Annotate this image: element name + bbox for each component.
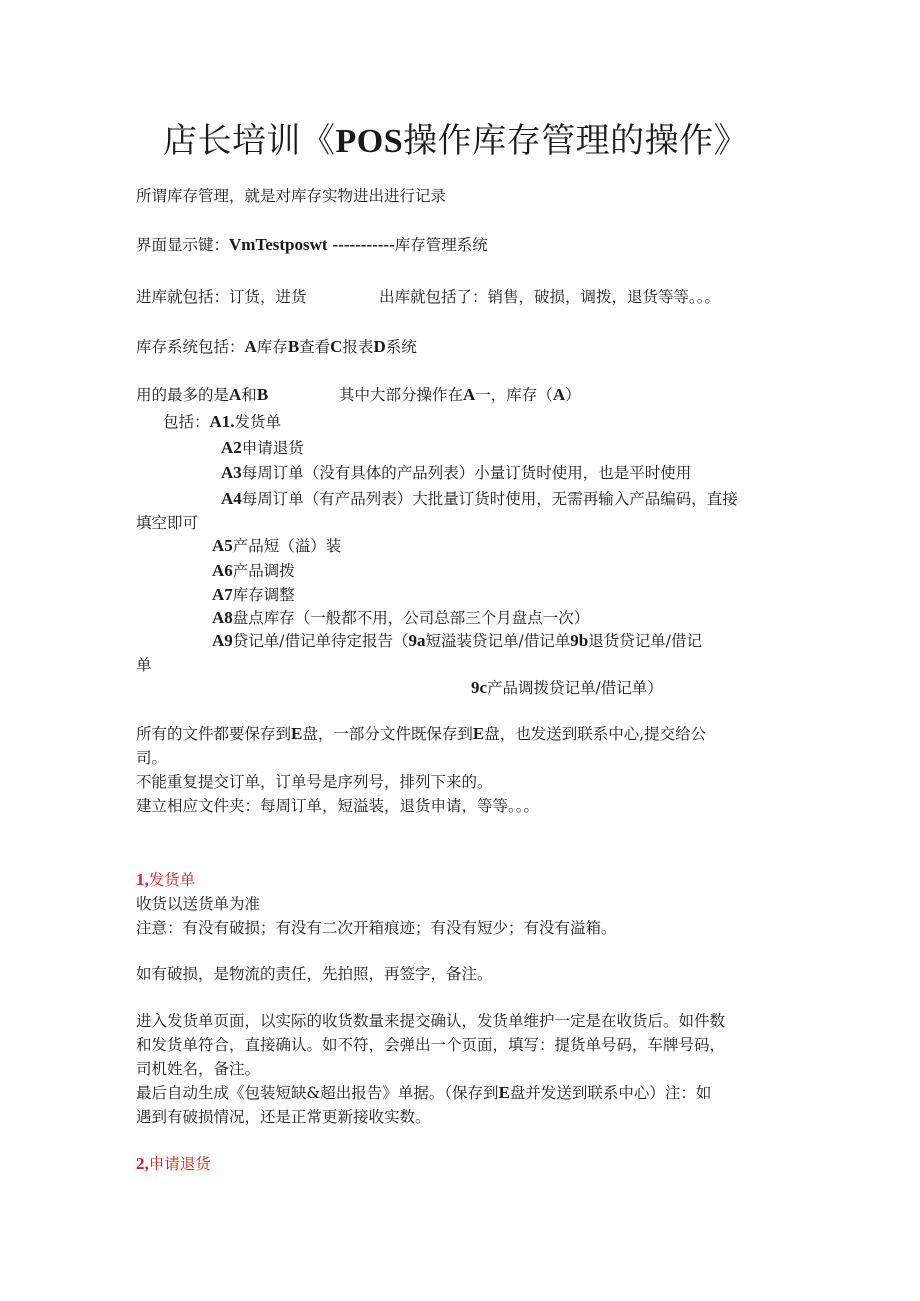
section1-paragraph: 最后自动生成《包装短缺&超出报告》单据。（保存到E盘并发送到联系中心）注：如 — [136, 1083, 712, 1102]
inbound-line: 进库就包括：订货，进货 — [136, 288, 307, 306]
list-item-continuation: 单 — [136, 656, 152, 674]
section1-paragraph: 和发货单符合，直接确认。如不符，会弹出一个页面，填写：提货单号码，车牌号码， — [136, 1036, 726, 1054]
files-line-2: 不能重复提交订单，订单号是序列号，排列下来的。 — [136, 773, 493, 791]
list-item-continuation: 填空即可 — [136, 514, 199, 532]
section1-paragraph: 收货以送货单为准 — [136, 895, 261, 913]
list-item: A5产品短（溢）装 — [212, 536, 342, 555]
outbound-line: 出库就包括了：销售，破损，调拨，退货等等。。。 — [379, 288, 721, 306]
section1-paragraph: 进入发货单页面，以实际的收货数量来提交确认，发货单维护一定是在收货后。如件数 — [136, 1012, 726, 1030]
list-item: A9贷记单/借记单待定报告（9a短溢装贷记单/借记单9b退货贷记单/借记 — [212, 631, 702, 650]
page-title — [163, 113, 748, 162]
system-parts-line: 库存系统包括：A库存B查看C报表D系统 — [136, 337, 417, 356]
list-item: A2申请退货 — [221, 438, 304, 457]
most-used-detail: 其中大部分操作在A一，库存（A） — [339, 385, 581, 404]
list-item: A8盘点库存（一般都不用，公司总部三个月盘点一次） — [212, 608, 590, 627]
intro-line: 所谓库存管理，就是对库存实物进出进行记录 — [136, 187, 447, 205]
section-heading-2: 2,申请退货 — [136, 1154, 211, 1173]
list-item: 9c产品调拨贷记单/借记单） — [471, 678, 663, 697]
files-line-3: 建立相应文件夹：每周订单，短溢装，退货申请，等等。。。 — [136, 797, 540, 815]
section-heading-1: 1,发货单 — [136, 870, 196, 889]
section1-paragraph: 注意：有没有破损；有没有二次开箱痕迹；有没有短少；有没有溢箱。 — [136, 919, 617, 937]
most-used-line: 用的最多的是A和B — [136, 385, 269, 404]
title-suffix: 操作库存管理的操作》 — [403, 121, 749, 161]
title-pos: POS — [335, 123, 404, 160]
list-item: 包括：A1.发货单 — [163, 412, 282, 431]
list-item: A7库存调整 — [212, 585, 295, 604]
list-item: A3每周订单（没有具体的产品列表）小量订货时使用，也是平时使用 — [221, 463, 692, 482]
title-prefix: 店长培训《 — [163, 121, 336, 161]
list-item: A4每周订单（有产品列表）大批量订货时使用，无需再输入产品编码，直接 — [221, 489, 738, 508]
section1-paragraph: 司机姓名，备注。 — [136, 1060, 261, 1078]
interface-key: VmTestposwt — [229, 235, 328, 254]
list-item: A6产品调拨 — [212, 561, 295, 580]
section1-paragraph: 如有破损，是物流的责任，先拍照，再签字，备注。 — [136, 965, 493, 983]
files-line-1: 所有的文件都要保存到E盘，一部分文件既保存到E盘，也发送到联系中心,提交给公 — [136, 724, 707, 743]
section1-paragraph: 遇到有破损情况，还是正常更新接收实数。 — [136, 1108, 431, 1126]
files-line-1-continuation: 司。 — [136, 749, 168, 767]
interface-line: 界面显示键：VmTestposwt -----------库存管理系统 — [136, 235, 488, 254]
